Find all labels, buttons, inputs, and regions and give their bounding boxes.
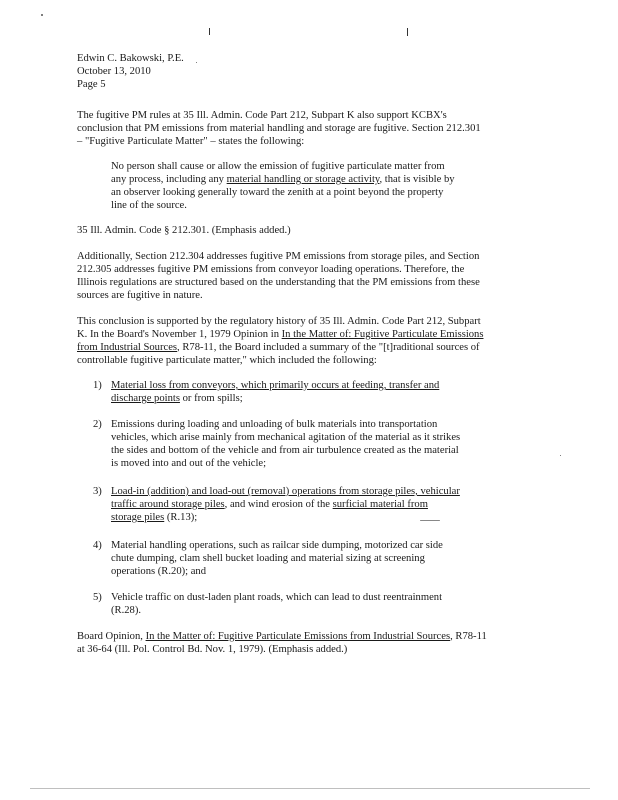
additional-line-4: sources are fugitive in nature. — [77, 290, 203, 301]
list-item-3-line-3 — [111, 512, 197, 525]
scan-speck — [196, 62, 197, 63]
emphasis-underline: traffic around storage piles — [111, 499, 225, 510]
list-item-2-line-4: is moved into and out of the vehicle; — [111, 458, 267, 469]
list-item-4-line-2: chute dumping, clam shell bucket loading and material sizing at screening — [111, 553, 425, 564]
list-number: 4) — [93, 540, 102, 551]
list-number: 5) — [93, 592, 102, 603]
list-item-1-line-2 — [111, 393, 243, 406]
intro-line-1: The fugitive PM rules at 35 Ill. Admin. Code Part 212, Subpart K also support KCBX's — [77, 110, 447, 121]
list-item-2-line-2: vehicles, which arise mainly from mechanical agitation of the material as it strikes — [111, 432, 461, 443]
history-line-4: controllable fugitive particulate matter," which included the following: — [77, 355, 377, 366]
additional-line-3: Illinois regulations are structured based on the understanding that the PM emissions from these — [77, 277, 480, 288]
history-text: , R78-11, the Board included a summary of the "[t]raditional sources of — [177, 342, 480, 353]
quote-text: , that is visible by — [379, 174, 455, 185]
history-line-3 — [77, 342, 480, 355]
case-title-underline: from Industrial Sources — [77, 342, 178, 353]
letter-date: October 13, 2010 — [77, 66, 151, 77]
list-text: (R.13); — [164, 512, 198, 523]
case-title-underline: In the Matter of: Fugitive Particulate Emissions from Industrial Sources — [145, 631, 451, 642]
list-item-5-line-2: (R.28). — [111, 605, 142, 616]
emphasis-underline: material handling or storage activity — [226, 174, 380, 185]
list-item-4-line-1: Material handling operations, such as railcar side dumping, motorized car side — [111, 540, 443, 551]
additional-line-2: 212.305 addresses fugitive PM emissions from conveyor loading operations. Therefore, the — [77, 264, 465, 275]
list-item-3-line-1 — [111, 486, 460, 499]
history-line-2 — [77, 329, 483, 342]
quote-text: any process, including any — [111, 174, 227, 185]
page-number: Page 5 — [77, 79, 106, 90]
list-number: 1) — [93, 380, 102, 391]
list-text: , and wind erosion of the — [224, 499, 333, 510]
emphasis-underline: storage piles — [111, 512, 165, 523]
list-number: 3) — [93, 486, 102, 497]
citation: 35 Ill. Admin. Code § 212.301. (Emphasis added.) — [77, 225, 291, 236]
board-text: , R78-11 — [450, 631, 487, 642]
board-text: Board Opinion, — [77, 631, 146, 642]
intro-line-2: conclusion that PM emissions from material handling and storage are fugitive. Section 212.301 — [77, 123, 481, 134]
recipient-name: Edwin C. Bakowski, P.E. — [77, 53, 184, 64]
emphasis-underline: Material loss from conveyors, which primarily occurs at feeding, transfer and — [111, 380, 440, 391]
scan-mark — [209, 28, 210, 35]
emphasis-underline: Load-in (addition) and load-out (removal) operations from storage piles, vehicular — [111, 486, 460, 497]
scan-bottom-edge — [30, 788, 590, 789]
list-text: or from spills; — [179, 393, 243, 404]
emphasis-underline: surficial material from — [332, 499, 428, 510]
list-number: 2) — [93, 419, 102, 430]
history-line-1: This conclusion is supported by the regulatory history of 35 Ill. Admin. Code Part 212, Subpart — [77, 316, 481, 327]
scan-speck — [560, 455, 561, 456]
list-item-3-line-2 — [111, 499, 428, 512]
board-opinion-line-2: at 36-64 (Ill. Pol. Control Bd. Nov. 1, 1979). (Emphasis added.) — [77, 644, 348, 655]
list-item-4-line-3: operations (R.20); and — [111, 566, 207, 577]
quote-line-2 — [111, 174, 455, 187]
scan-speck — [41, 14, 43, 16]
additional-line-1: Additionally, Section 212.304 addresses fugitive PM emissions from storage piles, and Section — [77, 251, 480, 262]
scan-speck — [420, 520, 440, 521]
board-opinion-line-1 — [77, 631, 487, 644]
scan-mark — [407, 28, 408, 36]
case-title-underline: In the Matter of: Fugitive Particulate Emissions — [281, 329, 484, 340]
list-item-2-line-3: the sides and bottom of the vehicle and from air turbulence created as the material — [111, 445, 459, 456]
quote-line-4: line of the source. — [111, 200, 187, 211]
list-item-5-line-1: Vehicle traffic on dust-laden plant roads, which can lead to dust reentrainment — [111, 592, 443, 603]
emphasis-underline: discharge points — [111, 393, 180, 404]
list-item-2-line-1: Emissions during loading and unloading of bulk materials into transportation — [111, 419, 438, 430]
history-text: K. In the Board's November 1, 1979 Opinion in — [77, 329, 282, 340]
quote-line-1: No person shall cause or allow the emission of fugitive particulate matter from — [111, 161, 445, 172]
intro-line-3: – "Fugitive Particulate Matter" – states the following: — [77, 136, 305, 147]
quote-line-3: an observer looking generally toward the zenith at a point beyond the property — [111, 187, 444, 198]
list-item-1-line-1 — [111, 380, 439, 393]
